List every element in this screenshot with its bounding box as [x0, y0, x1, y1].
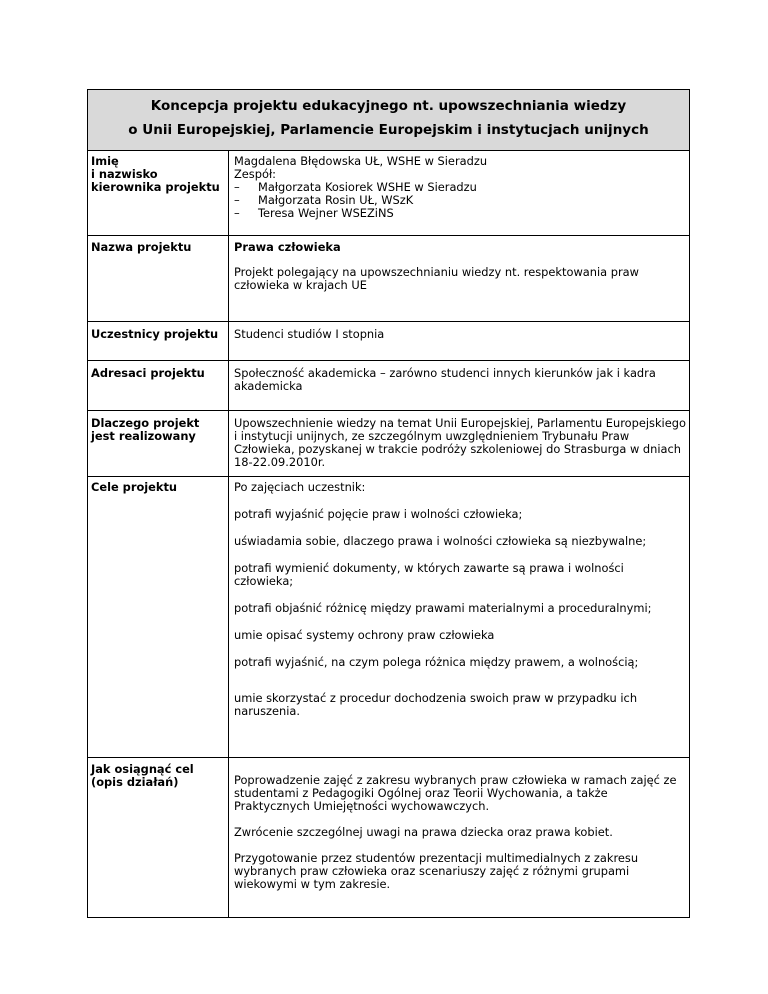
goal-item: umie skorzystać z procedur dochodzenia swoich praw w przypadku ich naruszenia. — [234, 691, 638, 718]
team-list — [234, 181, 686, 220]
goal-item: potrafi wyjaśnić, na czym polega różnica między prawem, a wolnością; — [234, 655, 639, 669]
leader-label-line-3: kierownika projektu — [91, 180, 220, 194]
why-row — [88, 411, 690, 477]
title-line-1: Koncepcja projektu edukacyjnego nt. upowszechniania wiedzy — [150, 98, 627, 114]
why-value: Upowszechnienie wiedzy na temat Unii Europejskiej, Parlamentu Europejskiego i instytucji unijnych, ze szczególnym uwzględnieniem Trybunału Praw Człowieka, pozyskanej w trakcie podróży szkoleniowej do Strasburga w dniach 18-22.09.2010r. — [229, 411, 690, 477]
dash-bullet: – — [234, 180, 240, 194]
participants-row — [88, 322, 690, 361]
team-member: – Małgorzata Rosin UŁ, WSzK — [234, 193, 414, 207]
leader-label-line-2: i nazwisko — [91, 167, 158, 181]
dash-bullet: – — [234, 206, 240, 220]
leader-label-line-1: Imię — [91, 154, 119, 168]
goal-item: potrafi wyjaśnić pojęcie praw i wolności człowieka; — [234, 507, 523, 521]
addressees-value: Społeczność akademicka – zarówno studenci innych kierunków jak i kadra akademicka — [229, 361, 690, 411]
addressees-row — [88, 361, 690, 411]
how-label: Jak osiągnąć cel (opis działań) — [88, 758, 229, 918]
goal-item: potrafi objaśnić różnicę między prawami materialnymi a proceduralnymi; — [234, 601, 652, 615]
action-item: Poprowadzenie zajęć z zakresu wybranych praw człowieka w ramach zajęć ze studentami z Pedagogiki Ogólnej oraz Teorii Wychowania, a także Praktycznych Umiejętności wychowawczych. — [234, 773, 677, 813]
project-name-label: Nazwa projektu — [88, 236, 229, 322]
team-member: – Małgorzata Kosiorek WSHE w Sieradzu — [234, 180, 477, 194]
project-description: Projekt polegający na upowszechnianiu wiedzy nt. respektowania praw człowieka w krajach UE — [234, 265, 639, 292]
header-row — [88, 90, 690, 151]
goals-intro: Po zajęciach uczestnik: — [234, 480, 366, 494]
project-name-row — [88, 236, 690, 322]
goals-value — [229, 477, 690, 758]
leader-label — [88, 151, 229, 236]
team-member: – Teresa Wejner WSEZiNS — [234, 206, 394, 220]
project-concept-table — [87, 89, 690, 918]
participants-value: Studenci studiów I stopnia — [229, 322, 690, 361]
goals-label: Cele projektu — [88, 477, 229, 758]
goal-item: potrafi wymienić dokumenty, w których zawarte są prawa i wolności człowieka; — [234, 561, 624, 588]
why-label: Dlaczego projekt jest realizowany — [88, 411, 229, 477]
action-item: Zwrócenie szczególnej uwagi na prawa dziecka oraz prawa kobiet. — [234, 825, 613, 839]
leader-name: Magdalena Błędowska UŁ, WSHE w Sieradzu — [234, 154, 488, 168]
goals-row — [88, 477, 690, 758]
goal-item: umie opisać systemy ochrony praw człowieka — [234, 628, 495, 642]
project-title: Prawa człowieka — [234, 240, 341, 254]
leader-value — [229, 151, 690, 236]
dash-bullet: – — [234, 193, 240, 207]
document-title — [88, 90, 690, 151]
project-name-value — [229, 236, 690, 322]
leader-row — [88, 151, 690, 236]
how-row — [88, 758, 690, 918]
participants-label: Uczestnicy projektu — [88, 322, 229, 361]
action-item: Przygotowanie przez studentów prezentacji multimedialnych z zakresu wybranych praw człowieka oraz scenariuszy zajęć z różnymi grupami wiekowymi w tym zakresie. — [234, 851, 639, 891]
addressees-label: Adresaci projektu — [88, 361, 229, 411]
title-line-2: o Unii Europejskiej, Parlamencie Europejskim i instytucjach unijnych — [128, 122, 649, 138]
how-value — [229, 758, 690, 918]
team-label: Zespół: — [234, 167, 277, 181]
goal-item: uświadamia sobie, dlaczego prawa i wolności człowieka są niezbywalne; — [234, 534, 647, 548]
